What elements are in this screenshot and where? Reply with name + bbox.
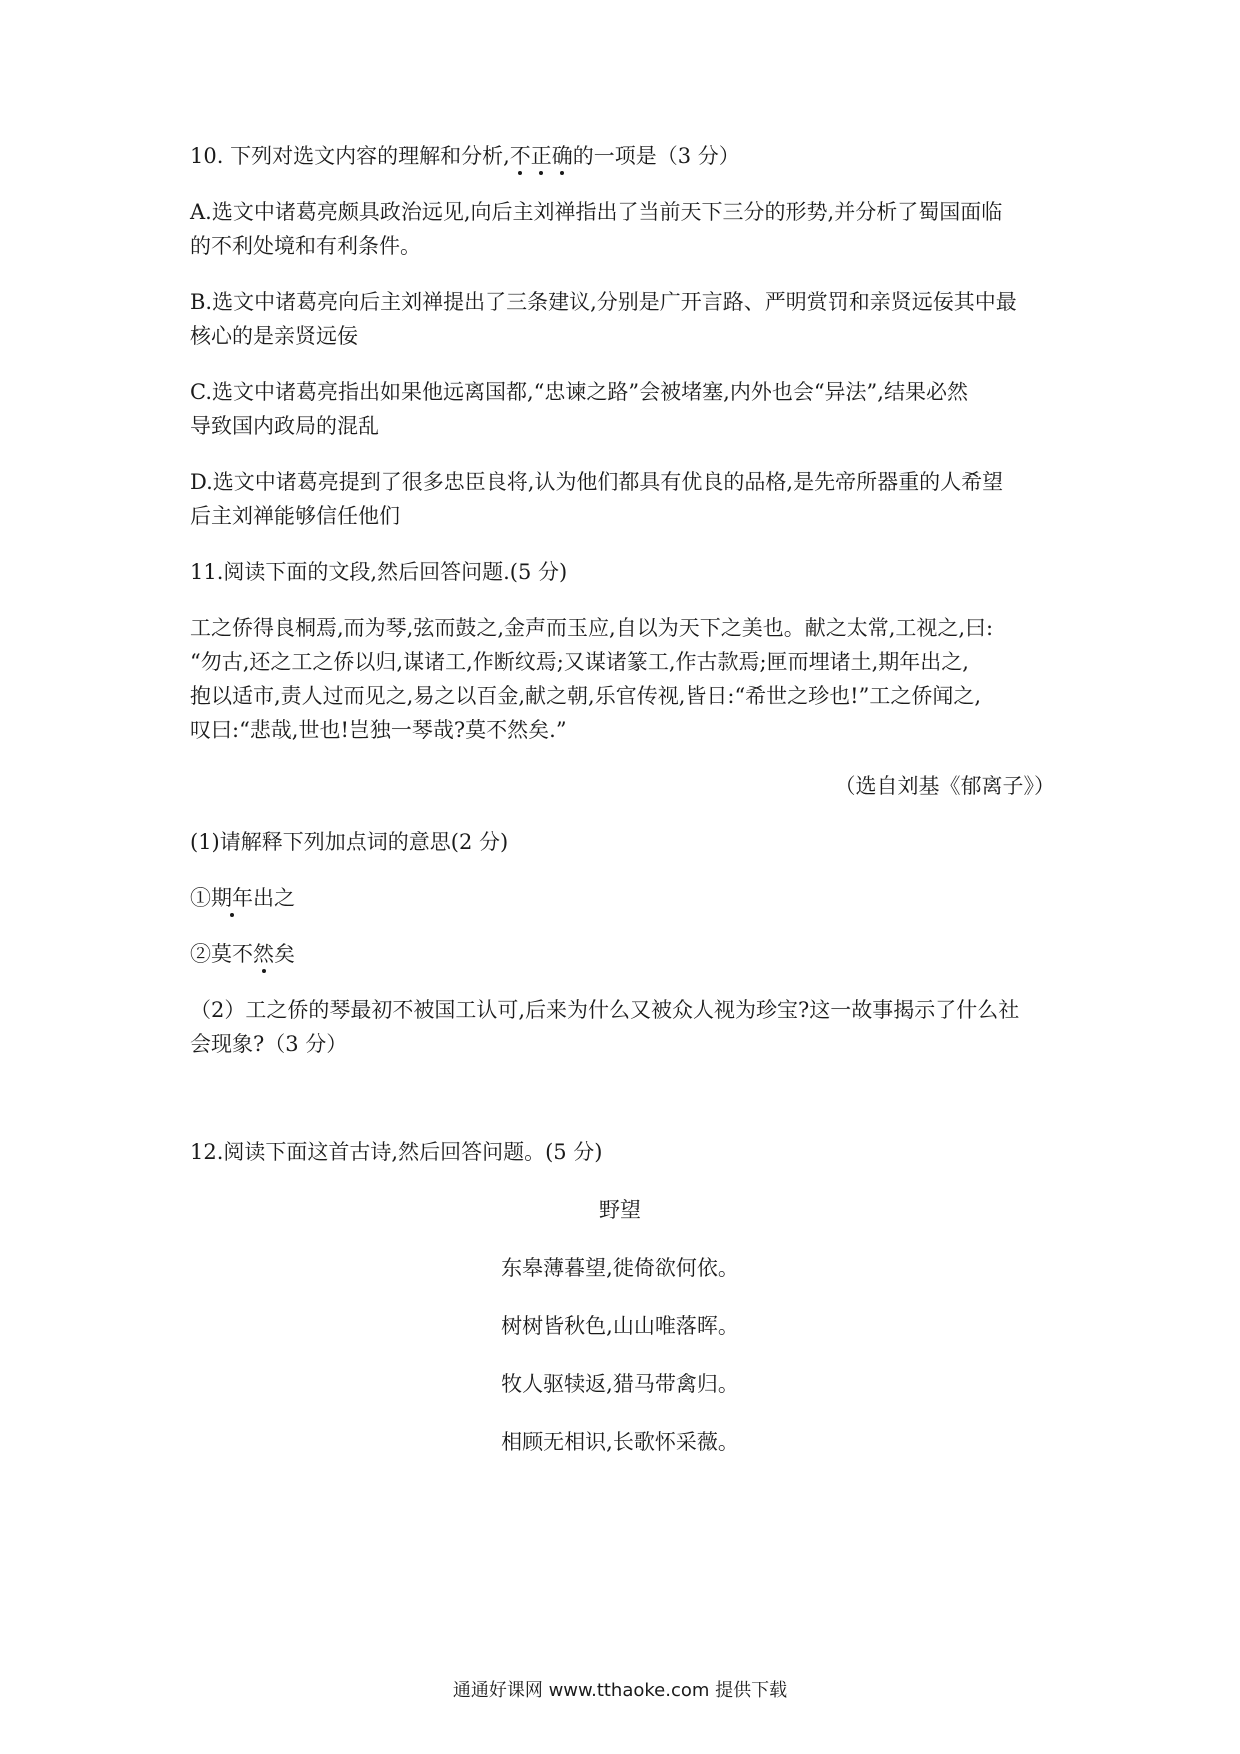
q11-item-1-pre: ①: [190, 886, 211, 910]
q10-dotted-char-2: 正: [530, 144, 552, 168]
q11-item-2-pre: ②莫不: [190, 942, 253, 966]
q11-item-2-post: 矣: [274, 942, 295, 966]
q11-passage-line-1: 工之侨得良桐焉,而为琴,弦而鼓之,金声而玉应,自以为天下之美也。献之太常,工视之,曰:: [190, 616, 994, 640]
q10-option-a-line1: A.选文中诸葛亮颇具政治远见,向后主刘禅指出了当前天下三分的形势,并分析了蜀国面临: [190, 200, 1003, 224]
q10-dotted-char-3: 确: [551, 144, 573, 168]
q10-stem-pre: 10. 下列对选文内容的理解和分析,: [190, 144, 510, 168]
q11-item-2: [190, 940, 1060, 968]
q11-sub2-line2: 会现象?（3 分）: [190, 1032, 348, 1056]
footer-watermark: 通通好课网 www.tthaoke.com 提供下载: [452, 1680, 788, 1701]
poem-line-2: 树树皆秋色,山山唯落晖。: [501, 1314, 739, 1338]
q11-passage-line-2: “勿古,还之工之侨以归,谋诸工,作断纹焉;又谋诸篆工,作古款焉;匣而埋诸土,期年出之,: [190, 650, 969, 674]
q10-option-a-line2: 的不利处境和有利条件。: [190, 234, 421, 258]
q11-sub1: (1)请解释下列加点词的意思(2 分): [190, 830, 509, 854]
q12-stem: 12.阅读下面这首古诗,然后回答问题。(5 分): [190, 1140, 603, 1164]
q11-item-1-dotted: 期年: [211, 886, 253, 910]
q11-passage-line-4: 叹曰:“悲哉,世也!岂独一琴哉?莫不然矣.”: [190, 718, 567, 742]
q11-item-1: [190, 884, 1060, 912]
poem-title: 野望: [599, 1198, 641, 1222]
q11-item-1-post: 出之: [253, 886, 295, 910]
q11-sub2-line1: （2）工之侨的琴最初不被国工认可,后来为什么又被众人视为珍宝?这一故事揭示了什么社: [190, 998, 1020, 1022]
poem-line-4: 相顾无相识,长歌怀采薇。: [501, 1430, 739, 1454]
q11-stem: 11.阅读下面的文段,然后回答问题.(5 分): [190, 560, 568, 584]
q10-stem-post: 的一项是（3 分）: [572, 144, 740, 168]
q11-passage-line-3: 抱以适市,责人过而见之,易之以百金,献之朝,乐官传视,皆日:“希世之珍也!”工之侨闻之,: [190, 684, 982, 708]
q10-option-b-line2: 核心的是亲贤远佞: [190, 324, 358, 348]
q11-item-2-dotted: 然: [253, 942, 274, 966]
q10-option-b-line1: B.选文中诸葛亮向后主刘禅提出了三条建议,分别是广开言路、严明赏罚和亲贤远佞其中最: [190, 290, 1017, 314]
q10-dotted-char-1: 不: [509, 144, 531, 168]
q10-option-d-line1: D.选文中诸葛亮提到了很多忠臣良将,认为他们都具有优良的品格,是先帝所器重的人希望: [190, 470, 1004, 494]
poem-line-3: 牧人驱犊返,猎马带禽归。: [501, 1372, 739, 1396]
q10-option-c-line2: 导致国内政局的混乱: [190, 414, 379, 438]
q10-option-c-line1: C.选文中诸葛亮指出如果他远离国都,“忠谏之路”会被堵塞,内外也会“异法”,结果必然: [190, 380, 968, 404]
q10-option-d-line2: 后主刘禅能够信任他们: [190, 504, 400, 528]
q10-stem: [190, 142, 1060, 170]
q11-source: （选自刘基《郁离子》）: [834, 774, 1055, 798]
poem-line-1: 东皋薄暮望,徙倚欲何依。: [501, 1256, 739, 1280]
